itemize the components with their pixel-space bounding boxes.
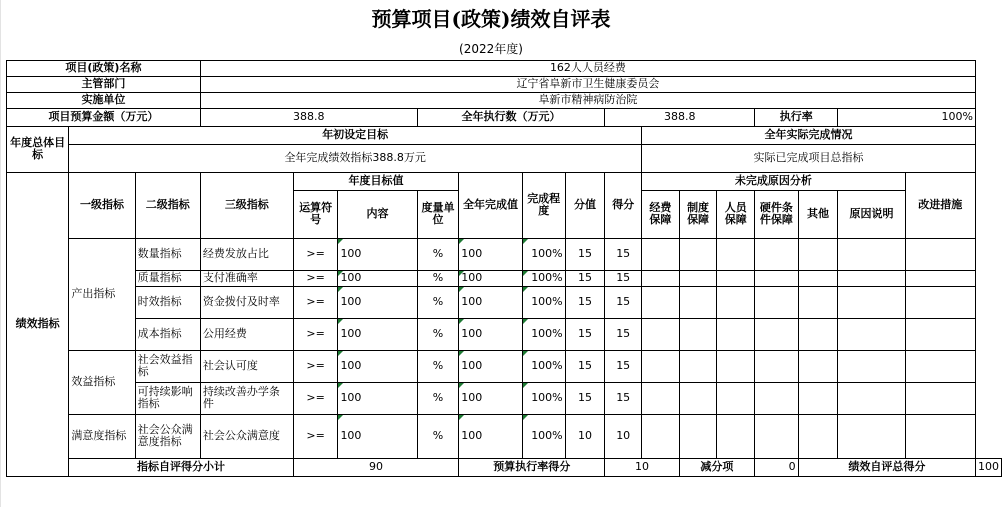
content-cell: 100 (338, 238, 417, 270)
level2-cell: 社会公众满意度指标 (135, 414, 200, 458)
degree-cell: 100% (522, 318, 565, 350)
table-row (7, 318, 1002, 350)
total-label: 绩效自评总得分 (798, 458, 975, 476)
unit-cell: % (417, 238, 459, 270)
level2-cell: 社会效益指标 (135, 350, 200, 382)
score-cell: 15 (605, 318, 642, 350)
header-score-value: 分值 (565, 172, 605, 238)
page-subtitle: (2022年度) (7, 38, 976, 60)
unit-cell: % (417, 382, 459, 414)
header-level3: 三级指标 (200, 172, 293, 238)
table-row (7, 286, 1002, 318)
degree-cell: 100% (522, 270, 565, 286)
score-value-cell: 15 (565, 318, 605, 350)
score-cell: 15 (605, 350, 642, 382)
level2-cell: 成本指标 (135, 318, 200, 350)
header-reason-note: 原因说明 (838, 190, 905, 238)
score-value-cell: 15 (565, 238, 605, 270)
group-satisfaction: 满意度指标 (69, 414, 135, 458)
operator-cell: >= (293, 414, 338, 458)
header-improve: 改进措施 (905, 172, 975, 238)
completed-cell: 100 (459, 414, 522, 458)
perf-section-label: 绩效指标 (7, 172, 69, 476)
degree-cell: 100% (522, 382, 565, 414)
unit-value: 阜新市精神病防治院 (200, 92, 975, 108)
operator-cell: >= (293, 350, 338, 382)
subtotal-value: 90 (293, 458, 459, 476)
unit-cell: % (417, 318, 459, 350)
budget-label: 项目预算金额（万元） (7, 108, 201, 126)
level3-cell: 资金拨付及时率 (200, 286, 293, 318)
score-value-cell: 15 (565, 382, 605, 414)
table-row (7, 350, 1002, 382)
project-name-value: 162人人员经费 (200, 60, 975, 76)
level2-cell: 数量指标 (135, 238, 200, 270)
group-output: 产出指标 (69, 238, 135, 350)
level2-cell: 时效指标 (135, 286, 200, 318)
completed-cell: 100 (459, 270, 522, 286)
page-title: 预算项目(政策)绩效自评表 (371, 7, 611, 31)
completed-cell: 100 (459, 318, 522, 350)
rate-label: 执行率 (755, 108, 838, 126)
header-system: 制度保障 (679, 190, 717, 238)
score-cell: 15 (605, 286, 642, 318)
header-econ: 经费保障 (642, 190, 680, 238)
dept-label: 主管部门 (7, 76, 201, 92)
evaluation-table (6, 0, 1002, 477)
level3-cell: 社会公众满意度 (200, 414, 293, 458)
operator-cell: >= (293, 238, 338, 270)
header-other: 其他 (798, 190, 838, 238)
header-level1: 一级指标 (69, 172, 135, 238)
header-score: 得分 (605, 172, 642, 238)
unit-cell: % (417, 270, 459, 286)
header-reason-group: 未完成原因分析 (642, 172, 906, 190)
budget-score-label: 预算执行率得分 (459, 458, 605, 476)
level3-cell: 经费发放占比 (200, 238, 293, 270)
score-value-cell: 15 (565, 286, 605, 318)
score-cell: 10 (605, 414, 642, 458)
table-row (7, 414, 1002, 458)
operator-cell: >= (293, 270, 338, 286)
level3-cell: 公用经费 (200, 318, 293, 350)
header-completed: 全年完成值 (459, 172, 522, 238)
level3-cell: 支付准确率 (200, 270, 293, 286)
level2-cell: 可持续影响指标 (135, 382, 200, 414)
annual-goal-label: 年度总体目标 (7, 126, 69, 172)
deduction-label: 减分项 (679, 458, 754, 476)
table-row (7, 238, 1002, 270)
project-name-label: 项目(政策)名称 (7, 60, 201, 76)
table-row (7, 382, 1002, 414)
content-cell: 100 (338, 350, 417, 382)
header-operator: 运算符号 (293, 190, 338, 238)
unit-cell: % (417, 350, 459, 382)
header-unit: 度量单位 (417, 190, 459, 238)
executed-label: 全年执行数（万元） (417, 108, 605, 126)
group-benefit: 效益指标 (69, 350, 135, 414)
degree-cell: 100% (522, 286, 565, 318)
actual-goal-text: 实际已完成项目总指标 (642, 144, 976, 172)
unit-cell: % (417, 286, 459, 318)
score-cell: 15 (605, 238, 642, 270)
total-value: 100 (976, 458, 1002, 476)
executed-value: 388.8 (605, 108, 755, 126)
score-cell: 15 (605, 382, 642, 414)
level3-cell: 社会认可度 (200, 350, 293, 382)
budget-score-value: 10 (605, 458, 679, 476)
content-cell: 100 (338, 382, 417, 414)
actual-goal-header: 全年实际完成情况 (642, 126, 976, 144)
score-value-cell: 15 (565, 350, 605, 382)
header-degree: 完成程度 (522, 172, 565, 238)
content-cell: 100 (338, 414, 417, 458)
header-staff: 人员保障 (717, 190, 755, 238)
degree-cell: 100% (522, 350, 565, 382)
header-target-group: 年度目标值 (293, 172, 459, 190)
budget-value: 388.8 (200, 108, 417, 126)
header-level2: 二级指标 (135, 172, 200, 238)
initial-goal-header: 年初设定目标 (69, 126, 642, 144)
completed-cell: 100 (459, 350, 522, 382)
subtotal-label: 指标自评得分小计 (69, 458, 293, 476)
dept-value: 辽宁省阜新市卫生健康委员会 (200, 76, 975, 92)
operator-cell: >= (293, 286, 338, 318)
score-cell: 15 (605, 270, 642, 286)
deduction-value: 0 (755, 458, 799, 476)
header-hardware: 硬件条件保障 (755, 190, 799, 238)
level2-cell: 质量指标 (135, 270, 200, 286)
degree-cell: 100% (522, 238, 565, 270)
completed-cell: 100 (459, 382, 522, 414)
degree-cell: 100% (522, 414, 565, 458)
operator-cell: >= (293, 382, 338, 414)
unit-label: 实施单位 (7, 92, 201, 108)
score-value-cell: 15 (565, 270, 605, 286)
completed-cell: 100 (459, 238, 522, 270)
rate-value: 100% (838, 108, 976, 126)
content-cell: 100 (338, 270, 417, 286)
unit-cell: % (417, 414, 459, 458)
operator-cell: >= (293, 318, 338, 350)
content-cell: 100 (338, 318, 417, 350)
score-value-cell: 10 (565, 414, 605, 458)
table-row (7, 270, 1002, 286)
level3-cell: 持续改善办学条件 (200, 382, 293, 414)
content-cell: 100 (338, 286, 417, 318)
initial-goal-text: 全年完成绩效指标388.8万元 (69, 144, 642, 172)
completed-cell: 100 (459, 286, 522, 318)
header-content: 内容 (338, 190, 417, 238)
